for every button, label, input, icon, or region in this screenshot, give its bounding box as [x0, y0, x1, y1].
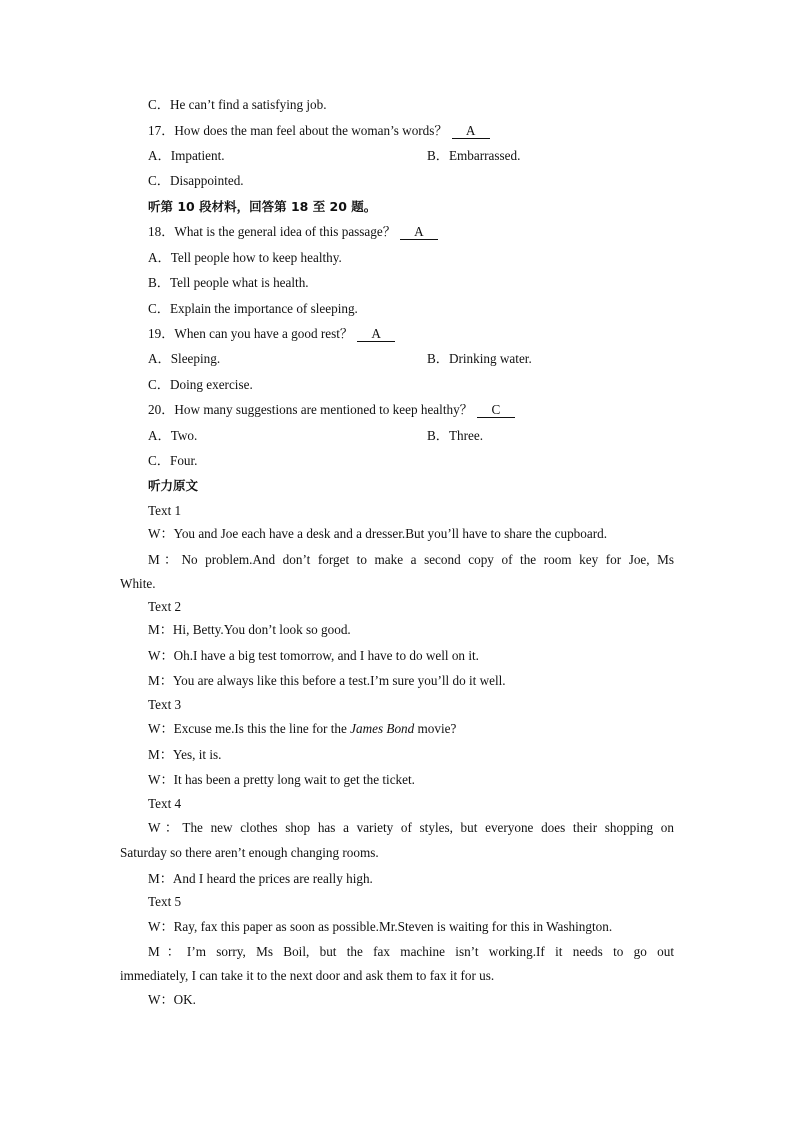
text4-title: Text 4 — [148, 796, 182, 811]
q18-option-b: B．Tell people what is health. — [148, 275, 309, 290]
q19-option-b: B．Drinking water. — [427, 351, 532, 366]
text3-w1 — [148, 720, 456, 738]
q19-stem-line — [148, 325, 395, 343]
transcript-heading: 听力原文 — [148, 478, 199, 493]
q17-stem: 17．How does the man feel about the woman’s words？ — [148, 123, 448, 138]
text3-w1-pre: W：Excuse me.Is this the line for the — [148, 721, 351, 736]
q19-option-c: C．Doing exercise. — [148, 377, 253, 392]
text2-m1: M：Hi, Betty.You don’t look so good. — [148, 622, 351, 637]
text1-title: Text 1 — [148, 503, 182, 518]
q17-stem-line — [148, 122, 490, 140]
text5-m1-line2: immediately, I can take it to the next door and ask them to fax it for us. — [120, 968, 495, 983]
q17-option-b: B．Embarrassed. — [427, 148, 521, 163]
q18-option-a: A．Tell people how to keep healthy. — [148, 250, 342, 265]
text5-w2: W：OK. — [148, 992, 196, 1007]
q17-option-c: C．Disappointed. — [148, 173, 244, 188]
text3-w2: W：It has been a pretty long wait to get the ticket. — [148, 772, 415, 787]
text2-w1: W：Oh.I have a big test tomorrow, and I have to do well on it. — [148, 648, 479, 663]
q20-stem-line — [148, 401, 515, 419]
q20-stem: 20．How many suggestions are mentioned to keep healthy？ — [148, 402, 473, 417]
text5-title: Text 5 — [148, 894, 182, 909]
text1-w1: W：You and Joe each have a desk and a dresser.But you’ll have to share the cupboard. — [148, 526, 607, 541]
text5-w1: W：Ray, fax this paper as soon as possible.Mr.Steven is waiting for this in Washington. — [148, 919, 613, 934]
section-heading: 听第 10 段材料，回答第 18 至 20 题。 — [148, 199, 377, 214]
q17-options-ab — [148, 147, 225, 165]
movie-title: James Bond — [350, 721, 415, 736]
q20-answer-blank: C — [477, 402, 515, 418]
text4-w1-line1: W：The new clothes shop has a variety of styles, but everyone does their shopping on — [148, 820, 674, 835]
text4-w1-line2: Saturday so there aren’t enough changing rooms. — [120, 845, 379, 860]
q19-answer-blank: A — [357, 326, 395, 342]
text3-title: Text 3 — [148, 697, 182, 712]
q19-option-a: A．Sleeping. — [148, 351, 221, 366]
q19-stem: 19．When can you have a good rest？ — [148, 326, 354, 341]
q17-answer-blank: A — [452, 123, 490, 139]
text1-m1-line2: White. — [120, 576, 156, 591]
text3-w1-post: movie? — [414, 721, 457, 736]
text4-m1: M：And I heard the prices are really high. — [148, 871, 373, 886]
q17-option-a: A．Impatient. — [148, 148, 225, 163]
q20-option-b: B．Three. — [427, 428, 484, 443]
text2-title: Text 2 — [148, 599, 182, 614]
q20-option-a: A．Two. — [148, 428, 198, 443]
q18-stem-line — [148, 223, 438, 241]
text2-m2: M：You are always like this before a test.I’m sure you’ll do it well. — [148, 673, 506, 688]
q18-stem: 18．What is the general idea of this passage？ — [148, 224, 396, 239]
text3-m1: M：Yes, it is. — [148, 747, 222, 762]
q16-option-c: C．He can’t find a satisfying job. — [148, 97, 327, 112]
q18-option-c: C．Explain the importance of sleeping. — [148, 301, 358, 316]
text1-m1-line1: M：No problem.And don’t forget to make a second copy of the room key for Joe, Ms — [148, 552, 674, 567]
q18-answer-blank: A — [400, 224, 438, 240]
q20-option-c: C．Four. — [148, 453, 198, 468]
text5-m1-line1: M：I’m sorry, Ms Boil, but the fax machine isn’t working.If it needs to go out — [148, 944, 674, 959]
